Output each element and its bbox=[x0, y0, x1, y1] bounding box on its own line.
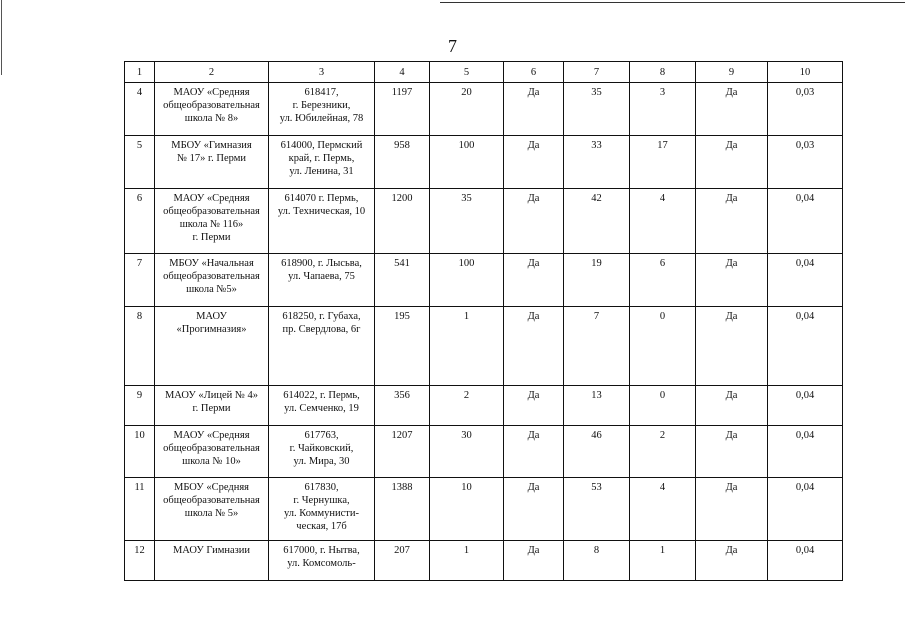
institution-name-cell: МАОУ «Средняя общеобразовательная школа № 10» bbox=[155, 426, 269, 478]
top-border-line bbox=[440, 2, 905, 3]
col10-cell: 0,04 bbox=[768, 478, 843, 541]
institution-name-cell: МАОУ «Прогимназия» bbox=[155, 307, 269, 386]
address-cell: 617830, г. Чернушка, ул. Коммунисти- ческая, 17б bbox=[269, 478, 375, 541]
table-row bbox=[125, 136, 843, 189]
address-cell: 618250, г. Губаха, пр. Свердлова, 6г bbox=[269, 307, 375, 386]
row-number-cell: 8 bbox=[125, 307, 155, 386]
schools-table bbox=[124, 61, 843, 581]
col5-cell: 100 bbox=[430, 254, 504, 307]
institution-name-cell: МАОУ «Средняя общеобразовательная школа № 8» bbox=[155, 83, 269, 136]
col8-cell: 3 bbox=[630, 83, 696, 136]
col8-cell: 0 bbox=[630, 307, 696, 386]
col5-cell: 1 bbox=[430, 307, 504, 386]
header-cell: 3 bbox=[269, 62, 375, 83]
institution-name-cell: МБОУ «Гимназия № 17» г. Перми bbox=[155, 136, 269, 189]
institution-name-cell: МАОУ «Лицей № 4» г. Перми bbox=[155, 386, 269, 426]
col9-cell: Да bbox=[696, 426, 768, 478]
row-number-cell: 4 bbox=[125, 83, 155, 136]
col8-cell: 6 bbox=[630, 254, 696, 307]
col8-cell: 1 bbox=[630, 541, 696, 581]
col4-cell: 1197 bbox=[375, 83, 430, 136]
col5-cell: 2 bbox=[430, 386, 504, 426]
address-cell: 614022, г. Пермь, ул. Семченко, 19 bbox=[269, 386, 375, 426]
col5-cell: 10 bbox=[430, 478, 504, 541]
col8-cell: 0 bbox=[630, 386, 696, 426]
institution-name-cell: МАОУ Гимназии bbox=[155, 541, 269, 581]
col8-cell: 17 bbox=[630, 136, 696, 189]
col6-cell: Да bbox=[504, 426, 564, 478]
institution-name-cell: МАОУ «Средняя общеобразовательная школа № 116» г. Перми bbox=[155, 189, 269, 254]
col5-cell: 30 bbox=[430, 426, 504, 478]
row-number-cell: 5 bbox=[125, 136, 155, 189]
col6-cell: Да bbox=[504, 136, 564, 189]
col7-cell: 42 bbox=[564, 189, 630, 254]
col9-cell: Да bbox=[696, 254, 768, 307]
col5-cell: 1 bbox=[430, 541, 504, 581]
col8-cell: 4 bbox=[630, 478, 696, 541]
header-cell: 8 bbox=[630, 62, 696, 83]
address-cell: 618417, г. Березники, ул. Юбилейная, 78 bbox=[269, 83, 375, 136]
col10-cell: 0,03 bbox=[768, 136, 843, 189]
col5-cell: 20 bbox=[430, 83, 504, 136]
row-number-cell: 10 bbox=[125, 426, 155, 478]
col10-cell: 0,04 bbox=[768, 254, 843, 307]
col5-cell: 35 bbox=[430, 189, 504, 254]
col4-cell: 541 bbox=[375, 254, 430, 307]
col9-cell: Да bbox=[696, 478, 768, 541]
col10-cell: 0,04 bbox=[768, 541, 843, 581]
col6-cell: Да bbox=[504, 307, 564, 386]
col10-cell: 0,04 bbox=[768, 307, 843, 386]
header-row bbox=[125, 62, 843, 83]
header-cell: 4 bbox=[375, 62, 430, 83]
row-number-cell: 9 bbox=[125, 386, 155, 426]
table-row bbox=[125, 307, 843, 386]
table-row bbox=[125, 478, 843, 541]
table-row bbox=[125, 426, 843, 478]
col10-cell: 0,04 bbox=[768, 386, 843, 426]
header-cell: 9 bbox=[696, 62, 768, 83]
col7-cell: 46 bbox=[564, 426, 630, 478]
col8-cell: 2 bbox=[630, 426, 696, 478]
institution-name-cell: МБОУ «Средняя общеобразовательная школа № 5» bbox=[155, 478, 269, 541]
col7-cell: 35 bbox=[564, 83, 630, 136]
col6-cell: Да bbox=[504, 254, 564, 307]
col10-cell: 0,04 bbox=[768, 189, 843, 254]
page-bottom-margin bbox=[0, 583, 905, 640]
header-cell: 2 bbox=[155, 62, 269, 83]
col10-cell: 0,04 bbox=[768, 426, 843, 478]
col9-cell: Да bbox=[696, 136, 768, 189]
col6-cell: Да bbox=[504, 541, 564, 581]
table-row bbox=[125, 541, 843, 581]
col4-cell: 1388 bbox=[375, 478, 430, 541]
col4-cell: 195 bbox=[375, 307, 430, 386]
col9-cell: Да bbox=[696, 189, 768, 254]
header-cell: 6 bbox=[504, 62, 564, 83]
col5-cell: 100 bbox=[430, 136, 504, 189]
row-number-cell: 11 bbox=[125, 478, 155, 541]
col9-cell: Да bbox=[696, 307, 768, 386]
row-number-cell: 12 bbox=[125, 541, 155, 581]
col7-cell: 33 bbox=[564, 136, 630, 189]
address-cell: 617000, г. Нытва, ул. Комсомоль- bbox=[269, 541, 375, 581]
table-row bbox=[125, 386, 843, 426]
col9-cell: Да bbox=[696, 386, 768, 426]
col6-cell: Да bbox=[504, 478, 564, 541]
address-cell: 618900, г. Лысьва, ул. Чапаева, 75 bbox=[269, 254, 375, 307]
col7-cell: 19 bbox=[564, 254, 630, 307]
col10-cell: 0,03 bbox=[768, 83, 843, 136]
col8-cell: 4 bbox=[630, 189, 696, 254]
col9-cell: Да bbox=[696, 83, 768, 136]
table-row bbox=[125, 83, 843, 136]
col4-cell: 1207 bbox=[375, 426, 430, 478]
address-cell: 617763, г. Чайковский, ул. Мира, 30 bbox=[269, 426, 375, 478]
row-number-cell: 6 bbox=[125, 189, 155, 254]
col7-cell: 53 bbox=[564, 478, 630, 541]
col4-cell: 958 bbox=[375, 136, 430, 189]
col7-cell: 8 bbox=[564, 541, 630, 581]
col6-cell: Да bbox=[504, 386, 564, 426]
address-cell: 614000, Пермский край, г. Пермь, ул. Ленина, 31 bbox=[269, 136, 375, 189]
address-cell: 614070 г. Пермь, ул. Техническая, 10 bbox=[269, 189, 375, 254]
page-number: 7 bbox=[448, 36, 457, 56]
col4-cell: 207 bbox=[375, 541, 430, 581]
header-cell: 10 bbox=[768, 62, 843, 83]
col9-cell: Да bbox=[696, 541, 768, 581]
col4-cell: 1200 bbox=[375, 189, 430, 254]
col6-cell: Да bbox=[504, 189, 564, 254]
institution-name-cell: МБОУ «Начальная общеобразовательная школа №5» bbox=[155, 254, 269, 307]
table-row bbox=[125, 189, 843, 254]
row-number-cell: 7 bbox=[125, 254, 155, 307]
table-row bbox=[125, 254, 843, 307]
header-cell: 5 bbox=[430, 62, 504, 83]
col7-cell: 13 bbox=[564, 386, 630, 426]
header-cell: 1 bbox=[125, 62, 155, 83]
col4-cell: 356 bbox=[375, 386, 430, 426]
header-cell: 7 bbox=[564, 62, 630, 83]
col6-cell: Да bbox=[504, 83, 564, 136]
col7-cell: 7 bbox=[564, 307, 630, 386]
